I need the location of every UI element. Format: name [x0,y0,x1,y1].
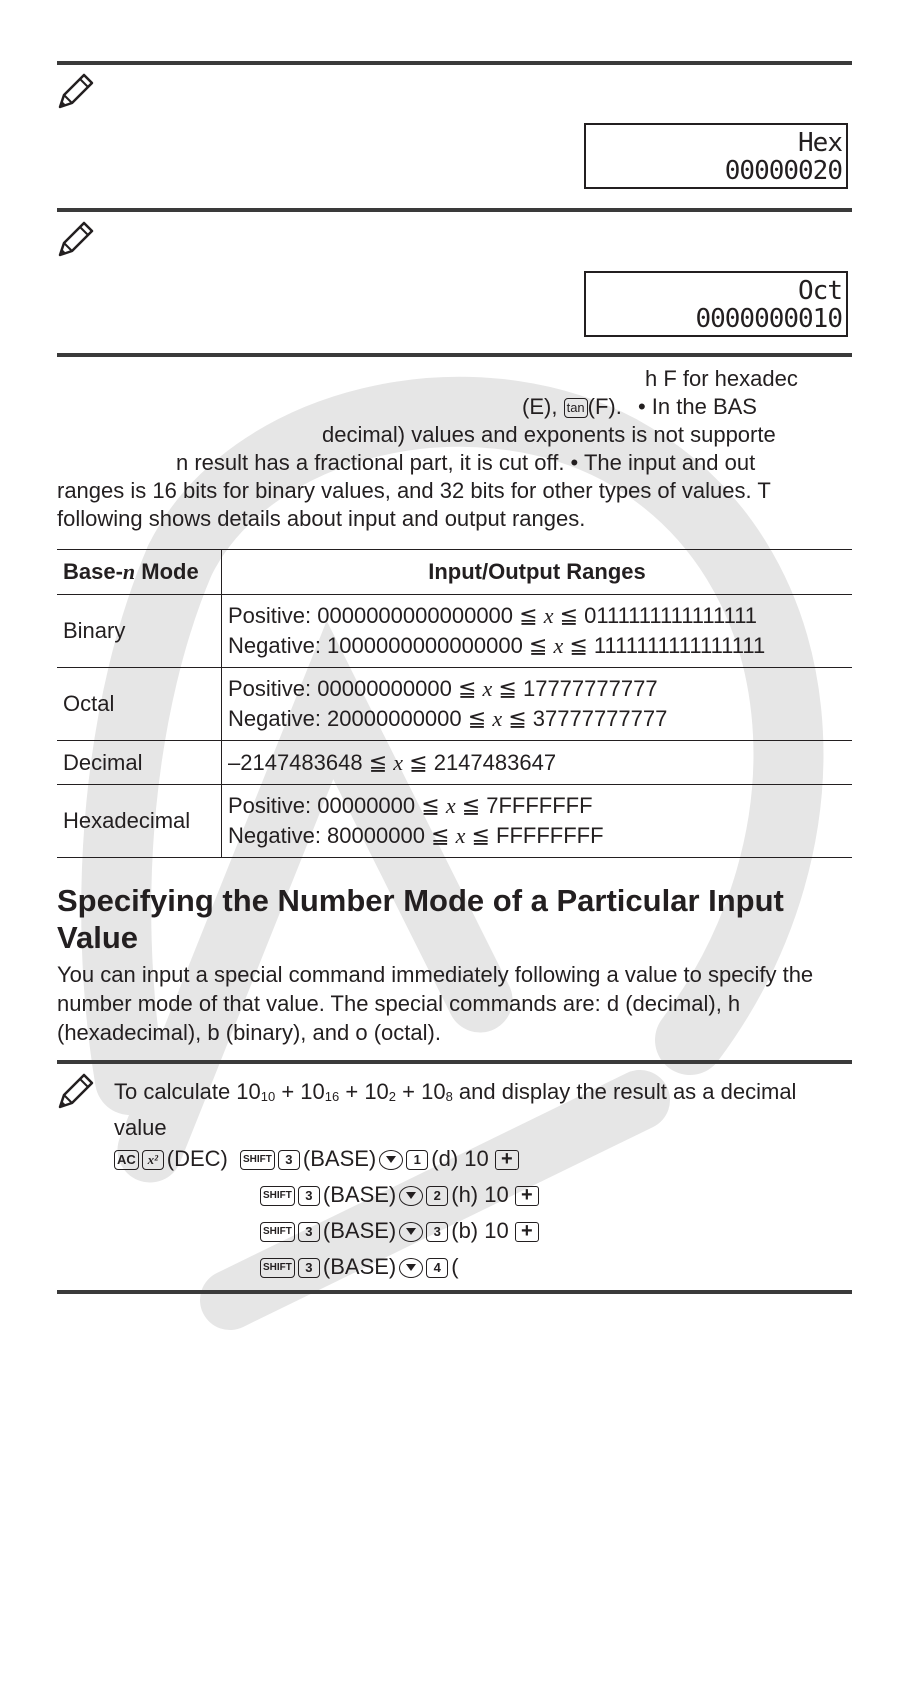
row-range: Positive: 00000000000 ≦ x ≦ 17777777777 Negative: 20000000000 ≦ x ≦ 37777777777 [222,668,853,741]
lcd-display [584,271,848,337]
key-sequence-line [114,1146,519,1172]
variable-x: x [482,676,493,701]
one-key-icon: 1 [406,1150,428,1170]
shift-key-icon: SHIFT [260,1258,295,1278]
lcd-mode: Hex [798,128,842,158]
row-range: –2147483648 ≦ x ≦ 2147483647 [222,741,853,785]
ten-label: 10 [464,1146,489,1171]
note-text: (E), [522,394,558,419]
section-body: You can input a special command immediately following a value to specify the number mode of that value. The special commands are: d (decimal), h (hexadecimal), b (binary), and o (octal). [57,962,814,1045]
row-range: Positive: 0000000000000000 ≦ x ≦ 0111111111111111 Negative: 1000000000000000 ≦ x ≦ 1111111111111111 [222,595,853,668]
three-key-icon: 3 [298,1222,320,1242]
row-mode: Decimal [57,741,222,785]
ranges-table [57,549,852,858]
down-arrow-key-icon [399,1186,423,1206]
table-row [57,668,852,741]
shift-key-icon: SHIFT [260,1186,295,1206]
variable-x: x [455,823,466,848]
table-row [57,785,852,858]
example-description: To calculate $10_{10} + 10_{16} + 10_2 + 10_8$ and display the result as a decimal value [114,1079,797,1140]
down-arrow-key-icon [379,1150,403,1170]
table-row [57,595,852,668]
four-key-icon: 4 [426,1258,448,1278]
table-row [57,741,852,785]
tan-key-icon: tan [564,398,588,418]
three-key-icon: 3 [298,1258,320,1278]
ten-label: 10 [484,1218,509,1243]
key-sequence-line [260,1182,539,1208]
divider [57,353,852,357]
variable-x: x [445,793,456,818]
note-text: (F). [587,394,622,419]
pencil-icon [56,1073,94,1111]
divider [57,61,852,65]
ac-key-icon: AC [114,1150,139,1170]
variable-x: x [393,749,404,775]
variable-x: x [543,603,554,628]
h-label: (h) [451,1182,479,1207]
three-key-icon: 3 [426,1222,448,1242]
note-text: • In the BAS [637,394,757,419]
plus-key-icon: + [495,1150,519,1170]
variable-x: x [553,633,564,658]
lcd-value: 00000020 [724,156,842,186]
note-line: h F for hexadec [645,366,798,391]
pencil-icon [56,221,94,259]
variable-x: x [492,706,503,731]
note-line: decimal) values and exponents is not supporte [322,422,776,447]
note-line: n result has a fractional part, it is cut off. • The input and out [176,450,756,475]
lcd-mode: Oct [798,276,842,306]
section-title: Specifying the Number Mode of a Particular Input Value [57,883,784,955]
two-key-icon: 2 [426,1186,448,1206]
divider [57,208,852,212]
header-ranges: Input/Output Ranges [222,550,853,595]
row-mode: Hexadecimal [57,785,222,858]
note-line: ranges is 16 bits for binary values, and 32 bits for other types of values. T [57,478,771,503]
key-sequence-line [260,1218,539,1244]
shift-key-icon: SHIFT [260,1222,295,1242]
paren-label: ( [451,1254,459,1279]
down-arrow-key-icon [399,1258,423,1278]
plus-key-icon: + [515,1186,539,1206]
plus-key-icon: + [515,1222,539,1242]
base-label: (BASE) [302,1146,377,1171]
b-label: (b) [451,1218,479,1243]
table-header-row [57,550,852,595]
note-line [522,394,757,420]
row-mode: Octal [57,668,222,741]
divider [57,1060,852,1064]
three-key-icon: 3 [298,1186,320,1206]
down-arrow-key-icon [399,1222,423,1242]
dec-label: (DEC) [166,1146,228,1171]
row-mode: Binary [57,595,222,668]
header-mode: Base-n Mode [57,550,222,595]
base-label: (BASE) [322,1254,397,1279]
base-label: (BASE) [322,1218,397,1243]
divider [57,1290,852,1294]
row-range: Positive: 00000000 ≦ x ≦ 7FFFFFFF Negative: 80000000 ≦ x ≦ FFFFFFFF [222,785,853,858]
lcd-value: 0000000010 [695,304,842,334]
pencil-icon [56,73,94,111]
shift-key-icon: SHIFT [240,1150,275,1170]
three-key-icon: 3 [278,1150,300,1170]
d-label: (d) [431,1146,459,1171]
lcd-display [584,123,848,189]
note-line: following shows details about input and output ranges. [57,506,586,531]
ten-label: 10 [484,1182,509,1207]
x2-key-icon: x² [142,1150,164,1170]
base-label: (BASE) [322,1182,397,1207]
key-sequence-line [260,1254,459,1280]
